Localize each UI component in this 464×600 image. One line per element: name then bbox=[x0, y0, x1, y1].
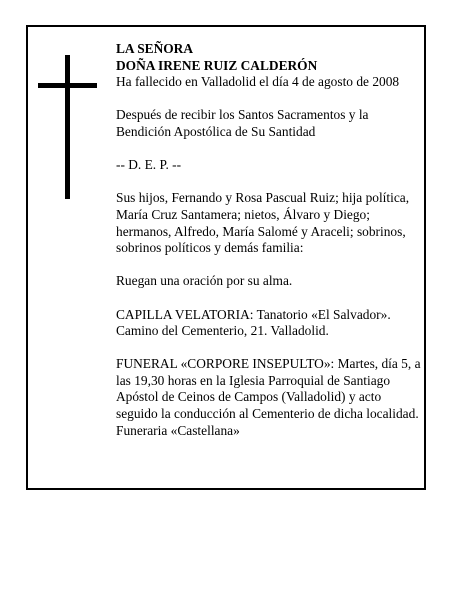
deceased-name: DOÑA IRENE RUIZ CALDERÓN bbox=[116, 57, 318, 73]
sacraments-line: Bendición Apostólica de Su Santidad bbox=[116, 123, 316, 139]
family-line: Sus hijos, Fernando y Rosa Pascual Ruiz; hija política, bbox=[116, 190, 410, 206]
funeral-line: Apóstol de Ceinos de Campos (Valladolid) y acto bbox=[116, 389, 382, 405]
obituary-notice bbox=[26, 25, 426, 490]
heading-title: LA SEÑORA bbox=[116, 41, 194, 56]
sacraments-line: Después de recibir los Santos Sacramentos y la bbox=[116, 107, 369, 123]
family-line: María Cruz Santamera; nietos, Álvaro y Diego; bbox=[116, 206, 370, 222]
funeral-line: seguido la conducción al Cementerio de dicha localidad. bbox=[116, 406, 419, 422]
family-line: hermanos, Alfredo, María Salomé y Araceli; sobrinos, bbox=[116, 223, 406, 239]
cross-vertical-bar bbox=[65, 55, 70, 199]
chapel-line: CAPILLA VELATORIA: Tanatorio «El Salvador». bbox=[116, 306, 391, 322]
prayer-request: Ruegan una oración por su alma. bbox=[116, 273, 293, 289]
funeral-line: las 19,30 horas en la Iglesia Parroquial de Santiago bbox=[116, 372, 391, 388]
chapel-line: Camino del Cementerio, 21. Valladolid. bbox=[116, 323, 329, 339]
death-announcement: Ha fallecido en Valladolid el día 4 de agosto de 2008 bbox=[116, 74, 400, 90]
family-line: sobrinos políticos y demás familia: bbox=[116, 240, 304, 256]
funeral-line: FUNERAL «CORPORE INSEPULTO»: Martes, día 5, a bbox=[116, 356, 421, 372]
funeral-home: Funeraria «Castellana» bbox=[116, 422, 240, 438]
latin-cross-icon bbox=[38, 55, 100, 199]
cross-horizontal-bar bbox=[38, 83, 97, 88]
notice-text bbox=[116, 41, 428, 439]
rest-in-peace: -- D. E. P. -- bbox=[116, 157, 182, 173]
